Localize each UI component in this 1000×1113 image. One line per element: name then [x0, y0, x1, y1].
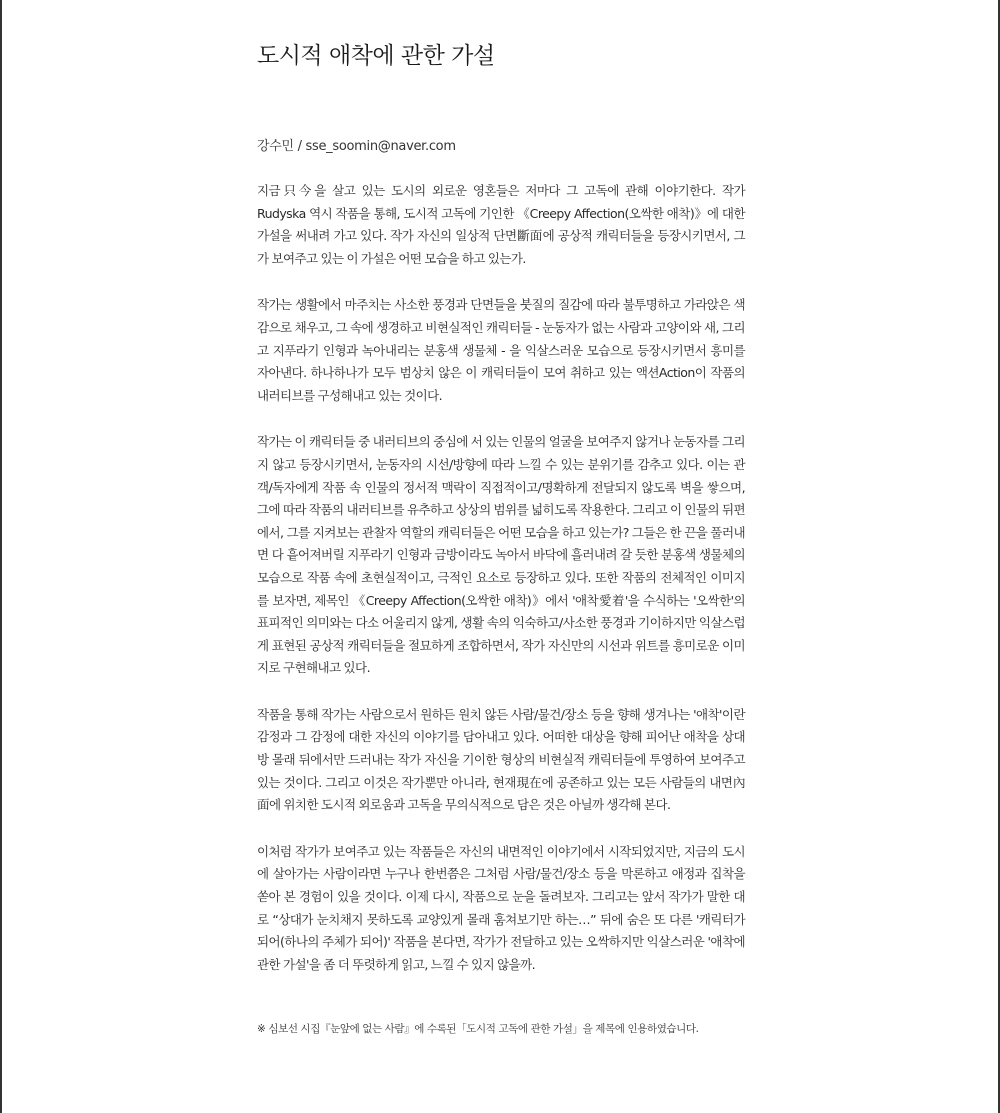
paragraph-4: 작품을 통해 작가는 사람으로서 원하든 원치 않든 사람/물건/장소 등을 향해 생겨나는 '애착'이란 감정과 그 감정에 대한 자신의 이야기를 담아내고 있다. 어떠한 대상을 향해 피어난 애착을 상대방 몰래 뒤에서만 드러내는 작가 자신을 기이한 형상의 비현실적 캐릭터들에 투영하여 보여주고 있는 것이다. 그리고 이것은 작가뿐만 아니라, 현재現在에 공존하고 있는 모든 사람들의 내면內面에 위치한 도시적 외로움과 고독을 무의식적으로 담은 것은 아닐까 생각해 본다.: [257, 706, 745, 813]
paragraph-1: 지금只今을 살고 있는 도시의 외로운 영혼들은 저마다 그 고독에 관해 이야기한다. 작가 Rudyska 역시 작품을 통해, 도시적 고독에 기인한 《Creepy Affection(오싹한 애착)》에 대한 가설을 써내려 가고 있다. 작가 자신의 일상적 단면斷面에 공상적 캐릭터들을 등장시키면서, 그가 보여주고 있는 이 가설은 어떤 모습을 하고 있는가.: [257, 183, 745, 266]
author-byline: 강수민 / sse_soomin@naver.com: [257, 139, 456, 154]
page-border-left: [0, 0, 2, 1113]
article: [257, 40, 745, 1037]
paragraph-2: 작가는 생활에서 마주치는 사소한 풍경과 단면들을 붓질의 질감에 따라 불투명하고 가라앉은 색감으로 채우고, 그 속에 생경하고 비현실적인 캐릭터들 - 눈동자가 없는 사람과 고양이와 새, 그리고 지푸라기 인형과 녹아내리는 분홍색 생물체 - 을 익살스러운 모습으로 등장시키면서 흥미를 자아낸다. 하나하나가 모두 범상치 않은 이 캐릭터들이 모여 취하고 있는 액션Action이 작품의 내러티브를 구성해내고 있는 것이다.: [257, 297, 745, 403]
article-title: 도시적 애착에 관한 가설: [257, 43, 495, 69]
paragraph-3: 작가는 이 캐릭터들 중 내러티브의 중심에 서 있는 인물의 얼굴을 보여주지 않거나 눈동자를 그리지 않고 등장시키면서, 눈동자의 시선/방향에 따라 느낄 수 있는 분위기를 감추고 있다. 이는 관객/독자에게 작품 속 인물의 정서적 맥락이 직접적이고/명확하게 전달되지 않도록 벽을 쌓으며, 그에 따라 작품의 내러티브를 유추하고 상상의 범위를 넓히도록 작용한다. 그리고 이 인물의 뒤편에서, 그를 지켜보는 관찰자 역할의 캐릭터들은 어떤 모습을 하고 있는가? 그들은 한 끈을 풀러내면 다 흩어져버릴 지푸라기 인형과 금방이라도 녹아서 바닥에 흘러내려 갈 듯한 분홍색 생물체의 모습으로 작품 속에 초현실적이고, 극적인 요소로 등장하고 있다. 또한 작품의 전체적인 이미지를 보자면, 제목인 《Creepy Affection(오싹한 애착)》에서 '애착愛着'을 수식하는 '오싹한'의 표피적인 의미와는 다소 어울리지 않게, 생활 속의 익숙하고/사소한 풍경과 기이하지만 익살스럽게 표현된 공상적 캐릭터들을 절묘하게 조합하면서, 작가 자신만의 시선과 위트를 흥미로운 이미지로 구현해내고 있다.: [257, 434, 745, 676]
footnote: ※ 심보선 시집『눈앞에 없는 사람』에 수록된「도시적 고독에 관한 가설」을 제목에 인용하였습니다.: [257, 1023, 699, 1036]
paragraph-5: 이처럼 작가가 보여주고 있는 작품들은 자신의 내면적인 이야기에서 시작되었지만, 지금의 도시에 살아가는 사람이라면 누구나 한번쯤은 그처럼 사람/물건/장소 등을 막론하고 애정과 집착을 쏟아 본 경험이 있을 것이다. 이제 다시, 작품으로 눈을 돌려보자. 그리고는 앞서 작가가 말한 대로 “상대가 눈치채지 못하도록 교양있게 몰래 훔쳐보기만 하는…” 뒤에 숨은 또 다른 '캐릭터가 되어(하나의 주체가 되어)' 작품을 본다면, 작가가 전달하고 있는 오싹하지만 익살스러운 '애착에 관한 가설'을 좀 더 뚜렷하게 읽고, 느낄 수 있지 않을까.: [257, 843, 745, 972]
